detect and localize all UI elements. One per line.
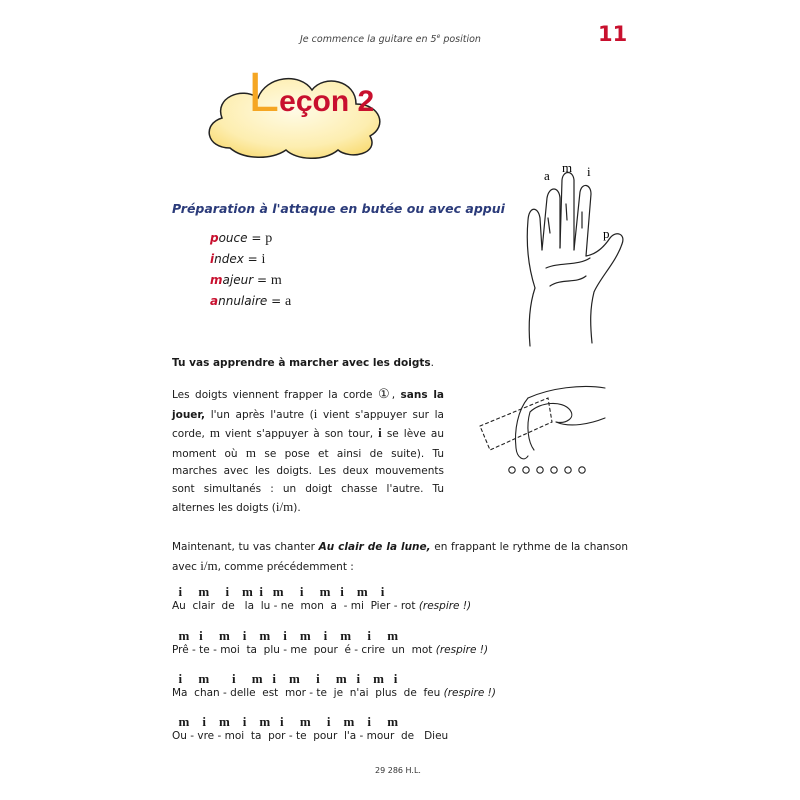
walking-paragraph: Les doigts viennent frapper la corde ①, sans la jouer, l'un après l'autre (i vient s'appuyer sur la corde, m vient s'appuyer à son tour, i se lève au moment où m se pose et ainsi de suite). Tu marches avec les doigts. Les deux mouvements sont simultanés : un doigt chasse l'autre. Tu alternes les doigts (i/m). (172, 386, 445, 514)
running-header: Je commence la guitare en 5e position (300, 33, 481, 46)
list-item: majeur = m (210, 273, 282, 288)
song-lyrics-row: Au clair de la lu - ne mon a - mi Pier - rot (respire !) (172, 600, 472, 612)
section-title: Préparation à l'attaque en butée ou avec appui (172, 201, 505, 216)
song-fingering-row: i m i m i m i m i m i (172, 671, 398, 686)
right-hand-illustration (490, 158, 640, 348)
label-a: a (544, 168, 550, 183)
label-m: m (562, 160, 573, 175)
list-item: pouce = p (210, 231, 273, 246)
list-item: index = i (210, 252, 266, 267)
catalog-code: 29 286 H.L. (375, 766, 421, 775)
song-lyrics-row: Prê - te - moi ta plu - me pour é - crire un mot (respire !) (172, 644, 489, 656)
page-number: 11 (598, 22, 628, 46)
hand-on-strings-illustration (470, 378, 620, 478)
label-p: p (603, 226, 610, 241)
lesson-title: Leçon 2 (248, 60, 375, 123)
song-intro-paragraph: Maintenant, tu vas chanter Au clair de la lune, en frappant le rythme de la chanson avec i/m, comme précédemment : (172, 541, 628, 573)
finger-names-list (210, 228, 291, 312)
label-i: i (587, 164, 591, 179)
song-fingering-row: m i m i m i m i m i m (172, 628, 399, 643)
walking-heading: Tu vas apprendre à marcher avec les doigts. (172, 357, 434, 369)
song-fingering-row: i m i m i m i m i m i (172, 584, 385, 599)
song-lyrics-row: Ou - vre - moi ta por - te pour l'a - mour de Dieu (172, 730, 449, 742)
list-item: annulaire = a (210, 294, 292, 309)
song-lyrics-row: Ma chan - delle est mor - te je n'ai plus de feu (respire !) (172, 687, 496, 699)
song-fingering-row: m i m i m i m i m i m (172, 714, 399, 729)
